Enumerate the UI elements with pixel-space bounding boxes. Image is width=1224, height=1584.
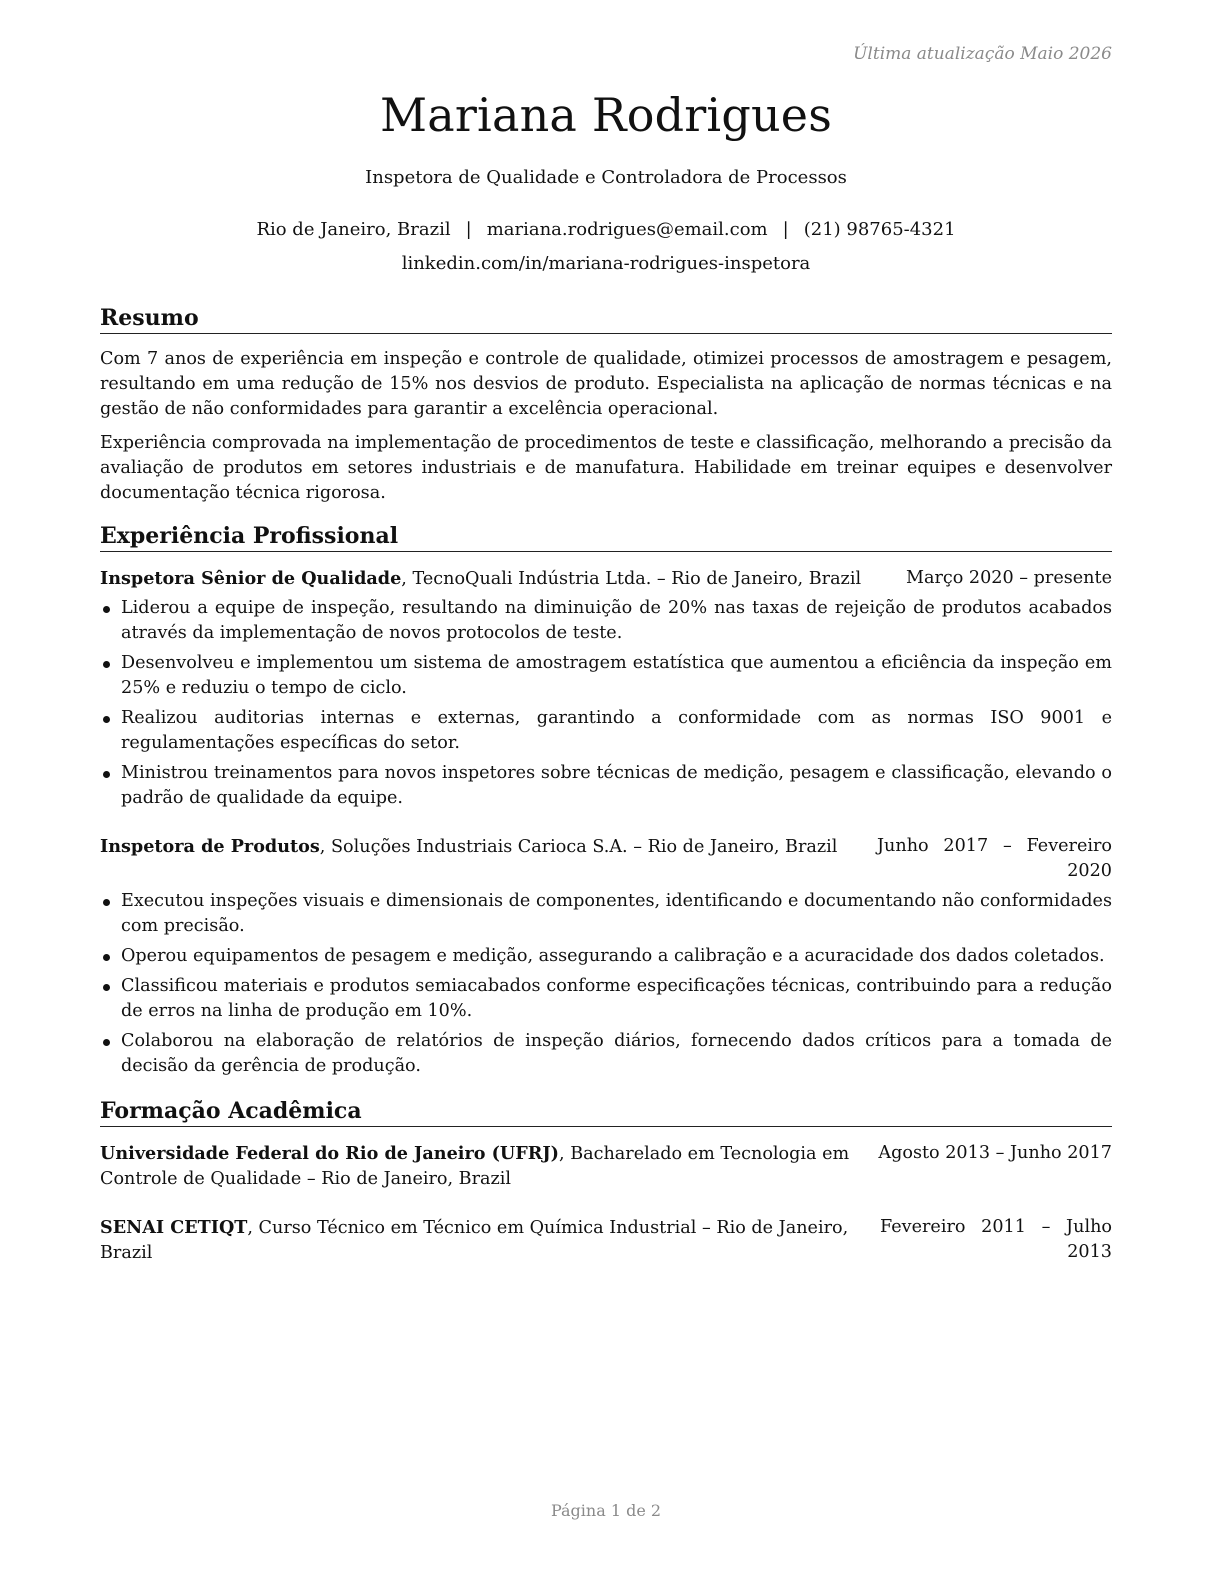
bullet-icon bbox=[103, 954, 110, 961]
contact-phone: (21) 98765-4321 bbox=[803, 219, 956, 240]
bullet-icon bbox=[103, 984, 110, 991]
contact-location: Rio de Janeiro, Brazil bbox=[256, 219, 451, 240]
bullet-icon bbox=[103, 899, 110, 906]
education-institution: SENAI CETIQT bbox=[100, 1217, 248, 1238]
bullet-text: Colaborou na elaboração de relatórios de inspeção diários, fornecendo dados críticos para a tomada de decisão da gerência de produção. bbox=[121, 1031, 1112, 1076]
job-bullet-list bbox=[100, 889, 1112, 1084]
section-title-education: Formação Acadêmica bbox=[100, 1097, 1112, 1127]
job-dates: Março 2020 – presente bbox=[905, 568, 1112, 588]
list-item bbox=[100, 1029, 1112, 1079]
education-description bbox=[100, 1215, 870, 1266]
bullet-icon bbox=[103, 771, 110, 778]
education-details: , Bacharelado em Tecnologia em Controle de Qualidade – Rio de Janeiro, Brazil bbox=[100, 1144, 850, 1189]
bullet-text: Realizou auditorias internas e externas, garantindo a conformidade com as normas ISO 9001 e regulamentações específicas do setor. bbox=[121, 708, 1112, 753]
education-dates: Fevereiro 2011 – Julho 2013 bbox=[880, 1217, 1112, 1262]
contact-linkedin[interactable]: linkedin.com/in/mariana-rodrigues-inspetora bbox=[401, 253, 811, 274]
job-header bbox=[100, 834, 1112, 881]
resume-page bbox=[100, 0, 1112, 1584]
candidate-headline: Inspetora de Qualidade e Controladora de Processos bbox=[365, 167, 847, 188]
contact-separator: | bbox=[782, 219, 789, 240]
job-company: , TecnoQuali Indústria Ltda. – Rio de Janeiro, Brazil bbox=[401, 569, 862, 589]
bullet-icon bbox=[103, 1039, 110, 1046]
job-dates: Junho 2017 – Fevereiro 2020 bbox=[877, 836, 1112, 881]
bullet-text: Liderou a equipe de inspeção, resultando na diminuição de 20% nas taxas de rejeição de produtos acabados através da implementação de novos protocolos de teste. bbox=[121, 598, 1112, 643]
candidate-name: Mariana Rodrigues bbox=[379, 88, 833, 142]
job-role: Inspetora Sênior de Qualidade bbox=[100, 568, 402, 589]
contact-line bbox=[100, 219, 1112, 240]
bullet-text: Classificou materiais e produtos semiacabados conforme especificações técnicas, contribuindo para a redução de erros na linha de produção em 10%. bbox=[121, 976, 1112, 1021]
education-entry bbox=[100, 1215, 1112, 1266]
bullet-icon bbox=[103, 716, 110, 723]
last-updated: Última atualização Maio 2026 bbox=[853, 44, 1112, 64]
list-item bbox=[100, 596, 1112, 646]
list-item bbox=[100, 974, 1112, 1024]
education-dates: Agosto 2013 – Junho 2017 bbox=[878, 1143, 1112, 1163]
bullet-icon bbox=[103, 606, 110, 613]
contact-separator: | bbox=[465, 219, 472, 240]
list-item bbox=[100, 651, 1112, 701]
education-entry bbox=[100, 1141, 1112, 1192]
education-description bbox=[100, 1141, 870, 1192]
job-role: Inspetora de Produtos bbox=[100, 836, 320, 857]
section-title-experience: Experiência Profissional bbox=[100, 522, 1112, 552]
summary-paragraph: Com 7 anos de experiência em inspeção e controle de qualidade, otimizei processos de amostragem e pesagem, resultando em uma redução de 15% nos desvios de produto. Especialista na aplicação de normas técnicas e na gestão de não conformidades para garantir a excelência operacional. bbox=[100, 349, 1112, 419]
list-item bbox=[100, 761, 1112, 811]
bullet-text: Desenvolveu e implementou um sistema de amostragem estatística que aumentou a eficiência da inspeção em 25% e reduziu o tempo de ciclo. bbox=[121, 653, 1112, 698]
page-indicator: Página 1 de 2 bbox=[550, 1501, 662, 1520]
job-header bbox=[100, 566, 1112, 592]
bullet-text: Executou inspeções visuais e dimensionais de componentes, identificando e documentando não conformidades com precisão. bbox=[121, 891, 1112, 936]
list-item bbox=[100, 706, 1112, 756]
bullet-text: Operou equipamentos de pesagem e medição, assegurando a calibração e a acuracidade dos dados coletados. bbox=[121, 946, 1105, 966]
bullet-text: Ministrou treinamentos para novos inspetores sobre técnicas de medição, pesagem e classificação, elevando o padrão de qualidade da equipe. bbox=[121, 763, 1112, 808]
bullet-icon bbox=[103, 661, 110, 668]
education-details: , Curso Técnico em Técnico em Química Industrial – Rio de Janeiro, Brazil bbox=[100, 1218, 849, 1263]
section-title-summary: Resumo bbox=[100, 304, 1112, 334]
summary-paragraph: Experiência comprovada na implementação de procedimentos de teste e classificação, melhorando a precisão da avaliação de produtos em setores industriais e de manufatura. Habilidade em treinar equipes e desenvolver documentação técnica rigorosa. bbox=[100, 433, 1112, 503]
list-item bbox=[100, 889, 1112, 939]
list-item bbox=[100, 944, 1112, 969]
job-company: , Soluções Industriais Carioca S.A. – Rio de Janeiro, Brazil bbox=[319, 837, 838, 857]
job-bullet-list bbox=[100, 596, 1112, 816]
education-institution: Universidade Federal do Rio de Janeiro (UFRJ) bbox=[100, 1143, 560, 1164]
contact-email[interactable]: mariana.rodrigues@email.com bbox=[486, 219, 768, 240]
